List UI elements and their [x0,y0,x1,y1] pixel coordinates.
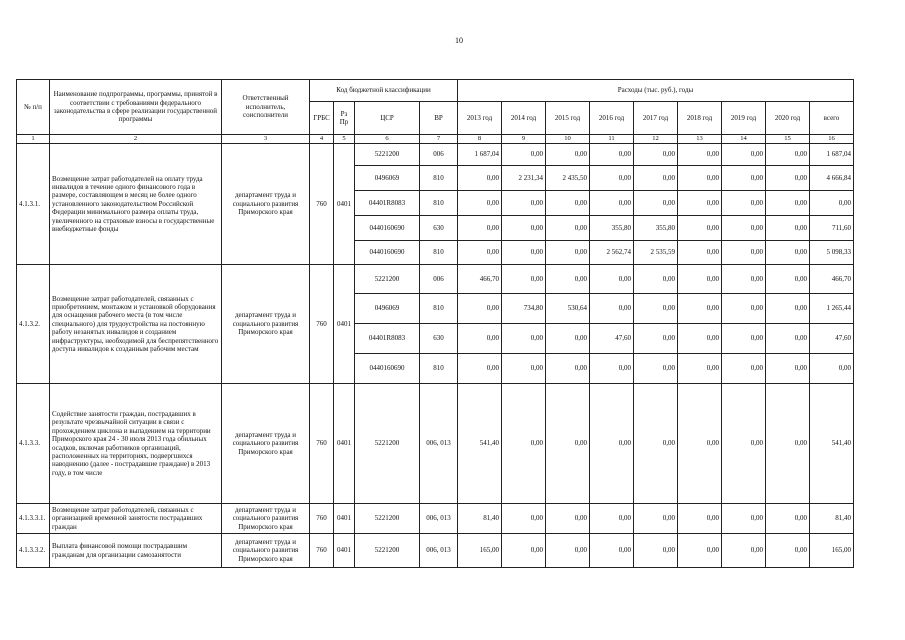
amount-cell: 530,64 [546,294,590,324]
amount-cell: 0,00 [766,534,810,568]
executor-cell: департамент труда и социального развития Приморского края [222,534,310,568]
amount-cell: 0,00 [678,504,722,534]
amount-cell: 0,00 [634,265,678,294]
amount-cell: 0,00 [722,216,766,241]
col-number: 5 [334,135,355,144]
total-cell: 5 098,33 [810,241,854,265]
amount-cell: 0,00 [546,504,590,534]
header-year: 2016 год [590,102,634,135]
amount-cell: 2 562,74 [590,241,634,265]
rzpr-cell: 0401 [334,504,355,534]
col-number: 16 [810,135,854,144]
amount-cell: 0,00 [634,384,678,504]
amount-cell: 355,80 [634,216,678,241]
amount-cell: 0,00 [678,265,722,294]
amount-cell: 0,00 [458,241,502,265]
amount-cell: 0,00 [766,324,810,354]
col-number: 8 [458,135,502,144]
header-year: 2019 год [722,102,766,135]
col-number: 15 [766,135,810,144]
amount-cell: 0,00 [634,294,678,324]
amount-cell: 0,00 [722,534,766,568]
amount-cell: 165,00 [458,534,502,568]
table-row [17,534,854,568]
csr-cell: 0496069 [355,294,420,324]
total-cell: 711,60 [810,216,854,241]
amount-cell: 0,00 [590,294,634,324]
row-number-cell: 4.1.3.2. [17,265,50,384]
amount-cell: 81,40 [458,504,502,534]
amount-cell: 0,00 [590,144,634,166]
vr-cell: 810 [420,166,458,191]
row-name-cell: Выплата финансовой помощи пострадавшим гражданам для организации самозанятости [50,534,222,568]
amount-cell: 0,00 [766,166,810,191]
col-number: 3 [222,135,310,144]
amount-cell: 0,00 [634,191,678,216]
amount-cell: 0,00 [546,216,590,241]
col-number: 12 [634,135,678,144]
rzpr-cell: 0401 [334,144,355,265]
rzpr-cell: 0401 [334,384,355,504]
amount-cell: 0,00 [502,534,546,568]
executor-cell: департамент труда и социального развития Приморского края [222,504,310,534]
header-executor: Ответственный исполнитель, соисполнители [222,80,310,135]
header-total: всего [810,102,854,135]
amount-cell: 0,00 [722,144,766,166]
csr-cell: 5221200 [355,265,420,294]
amount-cell: 0,00 [722,384,766,504]
amount-cell: 0,00 [722,354,766,384]
rzpr-cell: 0401 [334,534,355,568]
amount-cell: 0,00 [590,534,634,568]
amount-cell: 0,00 [502,265,546,294]
amount-cell: 0,00 [502,241,546,265]
csr-cell: 04401R8083 [355,324,420,354]
amount-cell: 0,00 [766,354,810,384]
vr-cell: 810 [420,294,458,324]
amount-cell: 2 435,50 [546,166,590,191]
amount-cell: 0,00 [766,384,810,504]
amount-cell: 0,00 [546,324,590,354]
vr-cell: 006 [420,144,458,166]
amount-cell: 0,00 [590,354,634,384]
total-cell: 165,00 [810,534,854,568]
header-name: Наименование подпрограммы, программы, принятой в соответствии с требованиями федерального законодательства в сфере реализации государственной программы [50,80,222,135]
table-row [17,144,854,166]
amount-cell: 0,00 [678,144,722,166]
amount-cell: 0,00 [634,534,678,568]
header-year: 2015 год [546,102,590,135]
budget-table [16,79,854,568]
header-year: 2017 год [634,102,678,135]
amount-cell: 0,00 [590,265,634,294]
total-cell: 541,40 [810,384,854,504]
total-cell: 47,60 [810,324,854,354]
amount-cell: 0,00 [634,166,678,191]
header-rzpr: Рз Пр [334,102,355,135]
header-budget-code: Код бюджетной классификации [310,80,458,102]
amount-cell: 2 535,59 [634,241,678,265]
row-name-cell: Возмещение затрат работодателей, связанных с приобретением, монтажом и установкой оборудования для оснащения рабочего места (в том числе специального) для трудоустройства на постоянную работу незанятых инвалидов и созданием инфраструктуры, необходимой для беспрепятственного доступа инвалидов к созданным рабочим местам [50,265,222,384]
total-cell: 1 687,04 [810,144,854,166]
table-body [17,144,854,568]
amount-cell: 0,00 [722,265,766,294]
amount-cell: 0,00 [678,216,722,241]
amount-cell: 0,00 [590,384,634,504]
col-number: 4 [310,135,334,144]
amount-cell: 0,00 [546,534,590,568]
amount-cell: 0,00 [722,241,766,265]
header-expenses: Расходы (тыс. руб.), годы [458,80,854,102]
amount-cell: 0,00 [678,354,722,384]
amount-cell: 0,00 [678,384,722,504]
csr-cell: 5221200 [355,384,420,504]
amount-cell: 0,00 [766,265,810,294]
amount-cell: 0,00 [766,191,810,216]
csr-cell: 0440160690 [355,216,420,241]
amount-cell: 0,00 [502,191,546,216]
amount-cell: 0,00 [590,191,634,216]
csr-cell: 0440160690 [355,241,420,265]
amount-cell: 0,00 [458,294,502,324]
vr-cell: 006 [420,265,458,294]
grbs-cell: 760 [310,384,334,504]
amount-cell: 0,00 [766,294,810,324]
total-cell: 0,00 [810,354,854,384]
col-number: 14 [722,135,766,144]
header-csr: ЦСР [355,102,420,135]
amount-cell: 0,00 [502,354,546,384]
amount-cell: 0,00 [458,324,502,354]
amount-cell: 355,80 [590,216,634,241]
amount-cell: 541,40 [458,384,502,504]
amount-cell: 0,00 [678,166,722,191]
amount-cell: 0,00 [634,504,678,534]
amount-cell: 0,00 [546,354,590,384]
row-name-cell: Возмещение затрат работодателей, связанных с организацией временной занятости пострадавших граждан [50,504,222,534]
col-number: 1 [17,135,50,144]
amount-cell: 0,00 [590,166,634,191]
grbs-cell: 760 [310,144,334,265]
csr-cell: 5221200 [355,504,420,534]
table-row [17,384,854,504]
amount-cell: 0,00 [766,504,810,534]
amount-cell: 0,00 [634,354,678,384]
csr-cell: 5221200 [355,534,420,568]
vr-cell: 630 [420,216,458,241]
amount-cell: 0,00 [634,324,678,354]
total-cell: 81,40 [810,504,854,534]
grbs-cell: 760 [310,534,334,568]
amount-cell: 0,00 [546,144,590,166]
amount-cell: 0,00 [502,384,546,504]
amount-cell: 0,00 [766,144,810,166]
amount-cell: 0,00 [678,324,722,354]
column-numbers-row [17,135,854,144]
vr-cell: 810 [420,354,458,384]
amount-cell: 2 231,34 [502,166,546,191]
amount-cell: 466,70 [458,265,502,294]
amount-cell: 0,00 [722,324,766,354]
amount-cell: 0,00 [766,216,810,241]
amount-cell: 0,00 [502,144,546,166]
amount-cell: 0,00 [678,191,722,216]
header-num: № п/п [17,80,50,135]
amount-cell: 0,00 [722,504,766,534]
table-row [17,504,854,534]
header-year: 2013 год [458,102,502,135]
col-number: 6 [355,135,420,144]
amount-cell: 0,00 [766,241,810,265]
page-number: 10 [455,36,463,45]
col-number: 11 [590,135,634,144]
executor-cell: департамент труда и социального развития Приморского края [222,144,310,265]
header-year: 2018 год [678,102,722,135]
row-number-cell: 4.1.3.1. [17,144,50,265]
header-grbs: ГРБС [310,102,334,135]
total-cell: 466,70 [810,265,854,294]
vr-cell: 630 [420,324,458,354]
csr-cell: 5221200 [355,144,420,166]
vr-cell: 006, 013 [420,384,458,504]
amount-cell: 0,00 [546,265,590,294]
amount-cell: 0,00 [722,294,766,324]
amount-cell: 734,80 [502,294,546,324]
col-number: 9 [502,135,546,144]
csr-cell: 0496069 [355,166,420,191]
amount-cell: 0,00 [458,191,502,216]
total-cell: 1 265,44 [810,294,854,324]
grbs-cell: 760 [310,504,334,534]
col-number: 13 [678,135,722,144]
amount-cell: 0,00 [458,166,502,191]
executor-cell: департамент труда и социального развития Приморского края [222,265,310,384]
vr-cell: 810 [420,191,458,216]
amount-cell: 0,00 [678,241,722,265]
amount-cell: 0,00 [502,216,546,241]
amount-cell: 1 687,04 [458,144,502,166]
vr-cell: 006, 013 [420,534,458,568]
amount-cell: 0,00 [678,534,722,568]
amount-cell: 0,00 [722,166,766,191]
grbs-cell: 760 [310,265,334,384]
row-number-cell: 4.1.3.3.2. [17,534,50,568]
col-number: 7 [420,135,458,144]
row-number-cell: 4.1.3.3.1. [17,504,50,534]
amount-cell: 0,00 [502,504,546,534]
csr-cell: 0440160690 [355,354,420,384]
total-cell: 4 666,84 [810,166,854,191]
csr-cell: 04401R8083 [355,191,420,216]
header-year: 2020 год [766,102,810,135]
amount-cell: 47,60 [590,324,634,354]
amount-cell: 0,00 [546,384,590,504]
rzpr-cell: 0401 [334,265,355,384]
vr-cell: 810 [420,241,458,265]
col-number: 10 [546,135,590,144]
amount-cell: 0,00 [678,294,722,324]
amount-cell: 0,00 [590,504,634,534]
amount-cell: 0,00 [502,324,546,354]
row-name-cell: Содействие занятости граждан, пострадавших в результате чрезвычайной ситуации в связи с прохождением циклона и выпадением на территории Приморского края 24 - 30 июля 2013 года обильных осадков, включая работников организаций, расположенных на территориях, подвергшихся наводнению (далее - пострадавшие граждане) в 2013 году, в том числе [50,384,222,504]
table-row [17,265,854,294]
amount-cell: 0,00 [722,191,766,216]
header-year: 2014 год [502,102,546,135]
row-number-cell: 4.1.3.3. [17,384,50,504]
header-vr: ВР [420,102,458,135]
col-number: 2 [50,135,222,144]
amount-cell: 0,00 [634,144,678,166]
amount-cell: 0,00 [458,354,502,384]
total-cell: 0,00 [810,191,854,216]
row-name-cell: Возмещение затрат работодателей на оплату труда инвалидов в течение одного финансового года в размере, составляющем в месяц не более одного установленного законодательством Российской Федерации минимального размера оплаты труда, увеличенного на страховые взносы в государственные внебюджетные фонды [50,144,222,265]
vr-cell: 006, 013 [420,504,458,534]
amount-cell: 0,00 [546,191,590,216]
amount-cell: 0,00 [458,216,502,241]
executor-cell: департамент труда и социального развития Приморского края [222,384,310,504]
amount-cell: 0,00 [546,241,590,265]
